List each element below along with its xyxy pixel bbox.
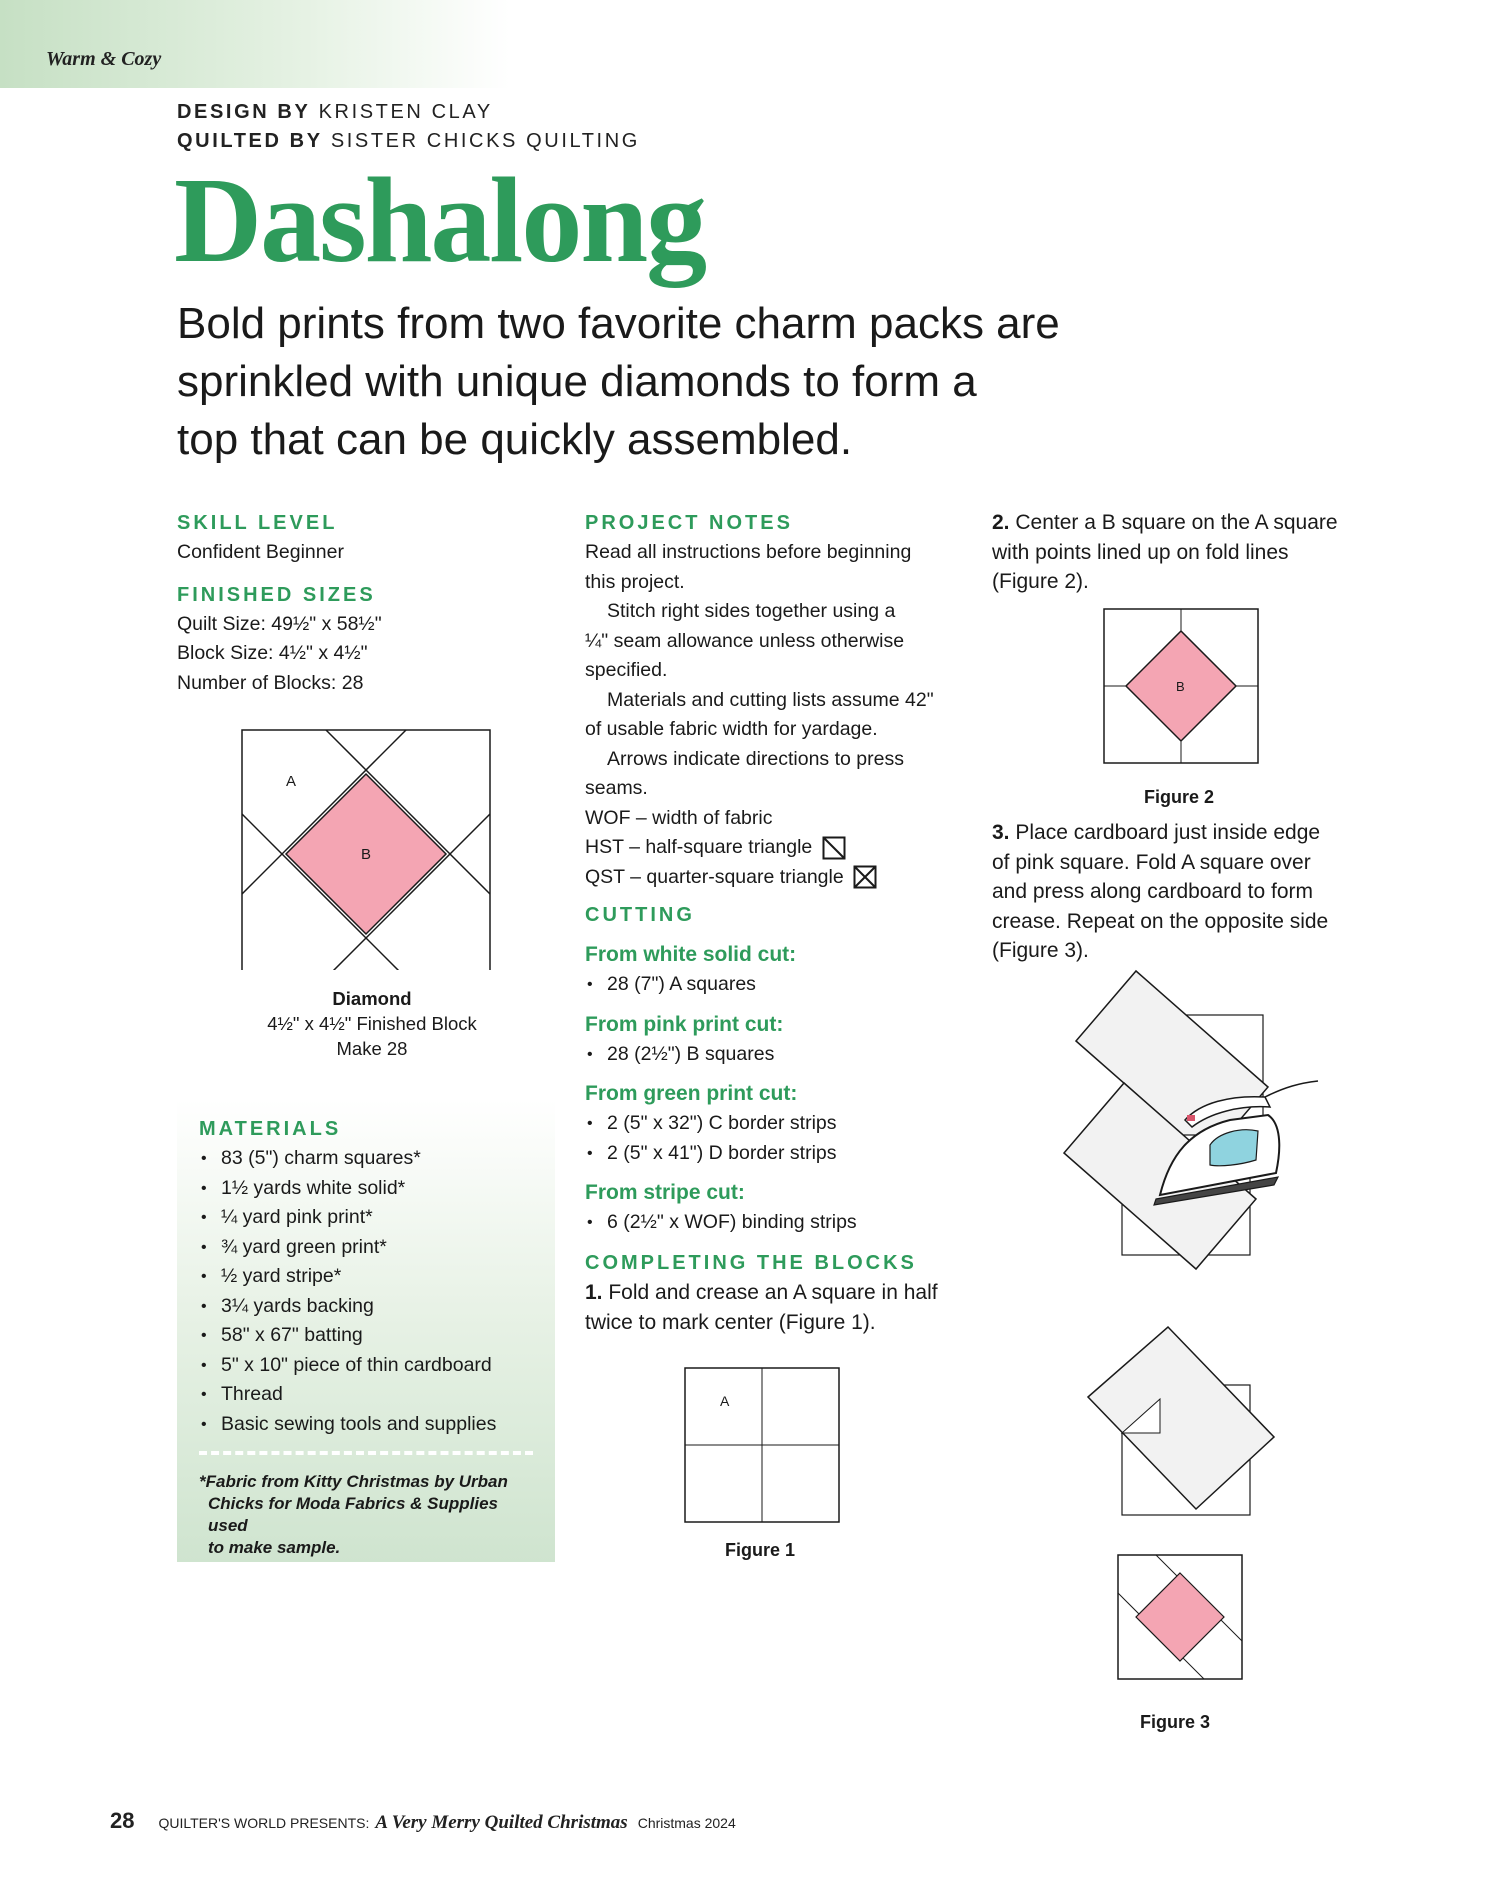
section-tab [0, 0, 510, 88]
page-number: 28 [110, 1808, 135, 1833]
note-paragraph: Read all instructions before beginning this project. [585, 541, 912, 593]
column-middle [585, 508, 975, 1565]
skill-level-heading: SKILL LEVEL [177, 512, 338, 534]
list-item: • 3¼ yards backing [199, 1292, 533, 1322]
quilted-credit: QUILTED BY SISTER CHICKS QUILTING [177, 130, 640, 152]
list-item: • ¾ yard green print* [199, 1233, 533, 1263]
footer-publication: A Very Merry Quilted Christmas [375, 1812, 628, 1833]
step-3: 3. Place cardboard just inside edge of pink square. Fold A square over and press along cardboard to form crease. Repeat on the opposite side (Figure 3). [992, 821, 1329, 962]
number-of-blocks: Number of Blocks: 28 [177, 671, 364, 694]
list-item: • 2 (5" x 41") D border strips [585, 1139, 975, 1169]
abbrev-hst: HST – half-square triangle [585, 833, 975, 863]
list-item: • Basic sewing tools and supplies [199, 1410, 533, 1440]
list-item: • 5" x 10" piece of thin cardboard [199, 1351, 533, 1381]
list-item: • 6 (2½" x WOF) binding strips [585, 1208, 975, 1238]
completing-heading: COMPLETING THE BLOCKS [585, 1251, 917, 1274]
abbrev-wof: WOF – width of fabric [585, 806, 773, 829]
figure-2-diagram [992, 607, 1392, 767]
list-item: • 58" x 67" batting [199, 1321, 533, 1351]
abbrev-qst: QST – quarter-square triangle [585, 863, 975, 893]
section-tab-label: Warm & Cozy [46, 48, 162, 70]
dashed-divider [199, 1451, 533, 1455]
list-item: • 28 (7") A squares [585, 970, 975, 1000]
figure-1-diagram [585, 1366, 975, 1526]
step-1: 1. Fold and crease an A square in half twice to mark center (Figure 1). [585, 1280, 938, 1334]
step-2: 2. Center a B square on the A square with points lined up on fold lines (Figure 2). [992, 511, 1338, 593]
column-left [177, 508, 557, 1061]
note-paragraph: Arrows indicate directions to press seams. [585, 747, 904, 799]
list-item: • ¼ yard pink print* [199, 1203, 533, 1233]
list-item: • 1½ yards white solid* [199, 1174, 533, 1204]
cutting-list [585, 1040, 975, 1070]
figure-2-label: B [1176, 678, 1185, 694]
figure-1-label: A [720, 1392, 730, 1409]
note-paragraph: Stitch right sides together using a ¼" seam allowance unless otherwise specified. [585, 600, 905, 681]
list-item: • 28 (2½") B squares [585, 1040, 975, 1070]
cutting-list [585, 1208, 975, 1238]
cutting-group-title: From green print cut: [585, 1082, 798, 1105]
skill-level-value: Confident Beginner [177, 541, 344, 563]
hst-icon [822, 836, 846, 860]
block-size: Block Size: 4½" x 4½" [177, 642, 368, 664]
figure-2-caption: Figure 2 [1144, 786, 1215, 807]
finished-sizes-heading: FINISHED SIZES [177, 583, 376, 606]
materials-list [199, 1144, 533, 1439]
figure-3-diagram [1060, 955, 1360, 1715]
project-notes-heading: PROJECT NOTES [585, 512, 793, 534]
cutting-list [585, 1109, 975, 1168]
intro-text: Bold prints from two favorite charm packs are sprinkled with unique diamonds to form a top that can be quickly assembled. [177, 299, 1060, 464]
figure-3-caption: Figure 3 [1140, 1712, 1211, 1732]
cutting-group-title: From pink print cut: [585, 1012, 784, 1036]
materials-box [177, 1100, 555, 1562]
column-right [992, 508, 1392, 966]
list-item: • Thread [199, 1380, 533, 1410]
list-item: • ½ yard stripe* [199, 1262, 533, 1292]
page-footer [110, 1808, 736, 1834]
list-item: • 2 (5" x 32") C border strips [585, 1109, 975, 1139]
diamond-block-diagram [177, 718, 557, 970]
figure-1-caption: Figure 1 [725, 1539, 796, 1560]
footer-issue: Christmas 2024 [637, 1815, 736, 1831]
fold-stage-4 [1118, 1555, 1242, 1679]
materials-heading: MATERIALS [199, 1118, 342, 1140]
block-label-b: B [361, 846, 372, 863]
cutting-heading: CUTTING [585, 904, 695, 926]
page-title: Dashalong [174, 153, 706, 288]
cutting-group-title: From white solid cut: [585, 943, 797, 966]
list-item: • 83 (5") charm squares* [199, 1144, 533, 1174]
footer-presents: QUILTER'S WORLD PRESENTS: [158, 1815, 370, 1831]
design-credit: DESIGN BY KRISTEN CLAY [177, 101, 493, 123]
note-paragraph: Materials and cutting lists assume 42" of usable fabric width for yardage. [585, 688, 934, 740]
cutting-list [585, 970, 975, 1000]
fold-stage-3 [1088, 1327, 1274, 1515]
block-caption: Diamond 4½" x 4½" Finished Block Make 28 [267, 988, 477, 1059]
cutting-group-title: From stripe cut: [585, 1181, 745, 1204]
credits [177, 98, 640, 156]
qst-icon [853, 865, 877, 889]
fabric-footnote: *Fabric from Kitty Christmas by Urban Chicks for Moda Fabrics & Supplies used to make sample. [199, 1472, 508, 1557]
block-label-a: A [286, 773, 297, 790]
quilt-size: Quilt Size: 49½" x 58½" [177, 612, 382, 635]
